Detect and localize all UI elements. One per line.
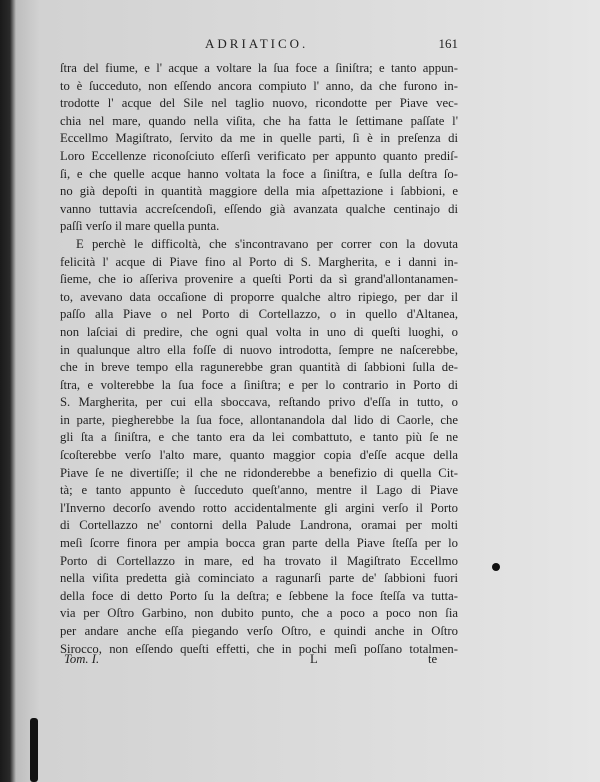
text-line: to è ſucceduto, non eſſendo ancora compiuto l' anno, da che furono in- — [60, 78, 458, 93]
text-line: di Cortellazzo ne' contorni della Palude Landrona, oramai per molti — [60, 518, 458, 533]
page-number: 161 — [438, 36, 458, 51]
text-line: paſſi verſo il mare quella punta. — [60, 219, 220, 234]
catchword: te — [428, 652, 438, 666]
ink-blot — [30, 718, 38, 782]
text-line: della foce di detto Porto ſu la deſtra; e ſebbene la foce ſteſſa va tutta- — [60, 588, 458, 603]
text-line: in qualunque altro ella foſſe di nuovo introdotta, ſempre ne naſcerebbe, — [60, 342, 458, 357]
running-title: ADRIATICO. — [205, 36, 309, 51]
text-line: paſſo alla Piave o nel Porto di Cortellazzo, o in quello d'Altanea, — [60, 307, 458, 322]
text-line: ſcoſterebbe verſo l'alto mare, quanto maggior copia d'eſſe acque della — [60, 448, 458, 463]
page-footer — [60, 652, 458, 670]
text-line: in parte, piegherebbe la ſua foce, allontanandola dal lido di Caorle, che — [60, 412, 458, 427]
text-line: meſi ſcorre finora per ampia bocca gran parte della Piave ſteſſa per lo — [60, 536, 458, 551]
gathering-mark: L — [310, 652, 318, 666]
text-line: che in breve tempo ella ragunerebbe gran quantità di ſabbioni ſulla de- — [60, 360, 458, 375]
text-line: E perchè le difficoltà, che s'incontravano per correr con la dovuta — [76, 236, 458, 251]
text-line: chia nel mare, quando nella viſita, che ha fatta le ſettimane paſſate l' — [60, 113, 458, 128]
text-line: l'Inverno decorſo avendo rotto accidentalmente gli argini verſo il Porto — [60, 500, 458, 515]
text-line: trodotte l' acque del Sile nel taglio nuovo, ricondotte per Piave vec- — [60, 96, 458, 111]
text-line: Loro Eccellenze riconoſciuto eſſerſi verificato per appunto quanto prediſ- — [60, 148, 458, 163]
text-line: no già depoſti in quantità maggiore della mia aſpettazione i ſabbioni, e — [60, 184, 458, 199]
signature-mark: Tom. I. — [64, 652, 100, 666]
text-line: non laſciai di predire, che ogni qual volta in uno di queſti luoghi, o — [60, 324, 458, 339]
text-line: to, avevano data occaſione di proporre qualche altro ripiego, per dar il — [60, 289, 458, 304]
text-line: ſieme, che io aſſeriva provenire a queſti Porti da sì grand'allontanamen- — [60, 272, 458, 287]
text-line: per andare anche eſſa piegando verſo Oſtro, e quindi anche in Oſtro — [60, 624, 458, 638]
ink-spot — [492, 563, 500, 571]
text-line: Eccellmo Magiſtrato, ſervito da me in quelle parti, ſi è in preſenza di — [60, 131, 458, 146]
text-line: ſtra del fiume, e l' acque a voltare la ſua foce a ſiniſtra; e tanto appun- — [60, 61, 458, 75]
text-line: Piave ſe ne divertiſſe; il che ne ridonderebbe a benefizio di quella Cit- — [60, 465, 458, 480]
text-line: vanno tuttavia accreſcendoſi, eſſendo già avanzata qualche centinajo di — [60, 201, 458, 216]
page-body — [60, 60, 458, 658]
text-line: felicità l' acque di Piave fino al Porto di S. Margherita, e i danni in- — [60, 254, 458, 269]
text-line: ſi, e che quelle acque hanno voltata la foce a ſiniſtra, e ſulla deſtra ſo- — [60, 166, 458, 181]
text-line: gli ſta a ſiniſtra, e che tanto era da lei combattuto, e tanto più ſe ne — [60, 430, 458, 445]
text-line: tà; e tanto appunto è ſucceduto queſt'anno, mentre il Lago di Piave — [60, 483, 458, 498]
text-line: Sirocco, non eſſendo queſti effetti, che in pochi meſi poſſano totalmen- — [60, 641, 458, 656]
text-line: nella viſita predetta già cominciato a ragunarſi parte de' ſabbioni fuori — [60, 571, 458, 586]
text-line: ſtra, e volterebbe la ſua foce a ſiniſtra; e per lo contrario in Porto di — [60, 377, 458, 392]
text-line: S. Margherita, per cui ella sboccava, reſtando privo d'eſſa in tutto, o — [60, 395, 458, 410]
text-line: Porto di Cortellazzo in mare, ed ha trovato il Magiſtrato Eccellmo — [60, 553, 458, 568]
text-line: via per Oſtro Garbino, non dubito punto, che a poco a poco non ſia — [60, 606, 458, 621]
page-header — [60, 36, 460, 54]
